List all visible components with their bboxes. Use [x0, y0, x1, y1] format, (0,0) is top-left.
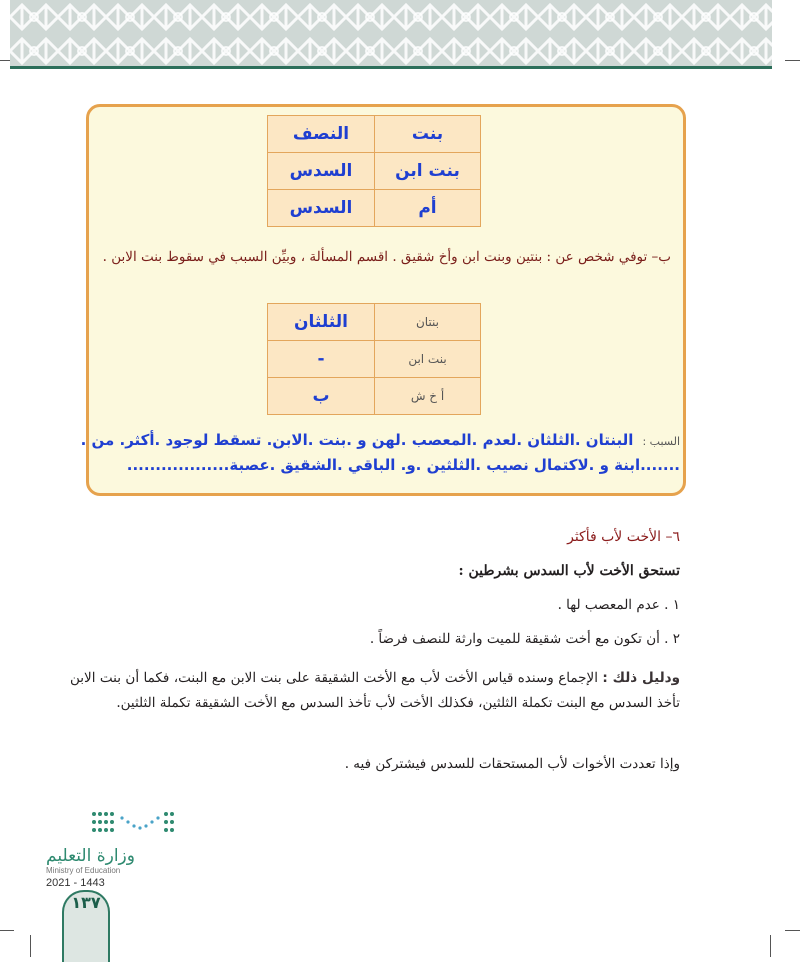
- share-cell: السدس: [268, 190, 375, 227]
- geometric-pattern: [10, 0, 772, 66]
- share-cell: النصف: [268, 116, 375, 153]
- table-row: [268, 341, 481, 378]
- share-cell: السدس: [268, 153, 375, 190]
- inheritance-table-2: [267, 303, 481, 415]
- section-title: ٦– الأخت لأب فأكثر: [567, 529, 680, 545]
- heir-cell: أ خ ش: [375, 378, 481, 415]
- table-row: [268, 190, 481, 227]
- evidence-label: ودليل ذلك :: [602, 670, 681, 686]
- decorative-header: [10, 0, 772, 69]
- table-row: [268, 378, 481, 415]
- closing-sentence: وإذا تعددت الأخوات لأب المستحقات للسدس فيشتركن فيه .: [344, 756, 680, 772]
- page-number: ١٣٧: [71, 893, 101, 912]
- reason-text: البنتان .الثلثان .لعدم .المعصب .لهن و .بنت .الابن. تسقط لوجود .أكثر. من .: [80, 431, 634, 449]
- condition-item: ١ . عدم المعصب لها .: [557, 597, 680, 613]
- crop-mark: [30, 935, 31, 957]
- evidence-paragraph: [70, 666, 680, 716]
- section-subtitle: تستحق الأخت لأب السدس بشرطين :: [458, 563, 680, 579]
- crop-mark: [770, 935, 771, 957]
- table-row: [268, 304, 481, 341]
- evidence-text: الإجماع وسنده قياس الأخت لأب مع الأخت الشقيقة على بنت الابن مع البنت، فكما أن بنت الابن تأخذ السدس مع البنت تكملة الثلثين، فكذلك الأخت لأب تأخذ السدس مع الأخت الشقيقة تكملة الثلثين.: [70, 670, 680, 711]
- heir-cell: بنت ابن: [375, 153, 481, 190]
- heir-cell: بنت: [375, 116, 481, 153]
- heir-cell: بنتان: [375, 304, 481, 341]
- reason-line-2: .......ابنة و .لاكتمال نصيب .الثلثين .و. الباقي .الشقيق .عصبة..................: [126, 456, 680, 474]
- heir-cell: أم: [375, 190, 481, 227]
- share-cell: الثلثان: [268, 304, 375, 341]
- table-row: [268, 116, 481, 153]
- table-row: [268, 153, 481, 190]
- share-cell: -: [268, 341, 375, 378]
- reason-line-1: [80, 430, 680, 449]
- crop-mark: [0, 930, 14, 931]
- reason-label: السبب :: [642, 435, 680, 448]
- question-b: ب– توفي شخص عن : بنتين وبنت ابن وأخ شقيق . اقسم المسألة ، وبيِّن السبب في سقوط بنت الابن .: [102, 249, 671, 265]
- condition-item: ٢ . أن تكون مع أخت شقيقة للميت وارثة للنصف فرضاً .: [369, 631, 680, 647]
- share-cell: ب: [268, 378, 375, 415]
- inheritance-table-1: [267, 115, 481, 227]
- crop-mark: [785, 930, 800, 931]
- ministry-logo-icon: [90, 808, 180, 840]
- ministry-name-arabic: وزارة التعليم: [46, 846, 135, 866]
- edition-year: 2021 - 1443: [46, 877, 105, 889]
- ministry-name-english: Ministry of Education: [46, 866, 121, 875]
- heir-cell: بنت ابن: [375, 341, 481, 378]
- crop-mark: [785, 60, 800, 61]
